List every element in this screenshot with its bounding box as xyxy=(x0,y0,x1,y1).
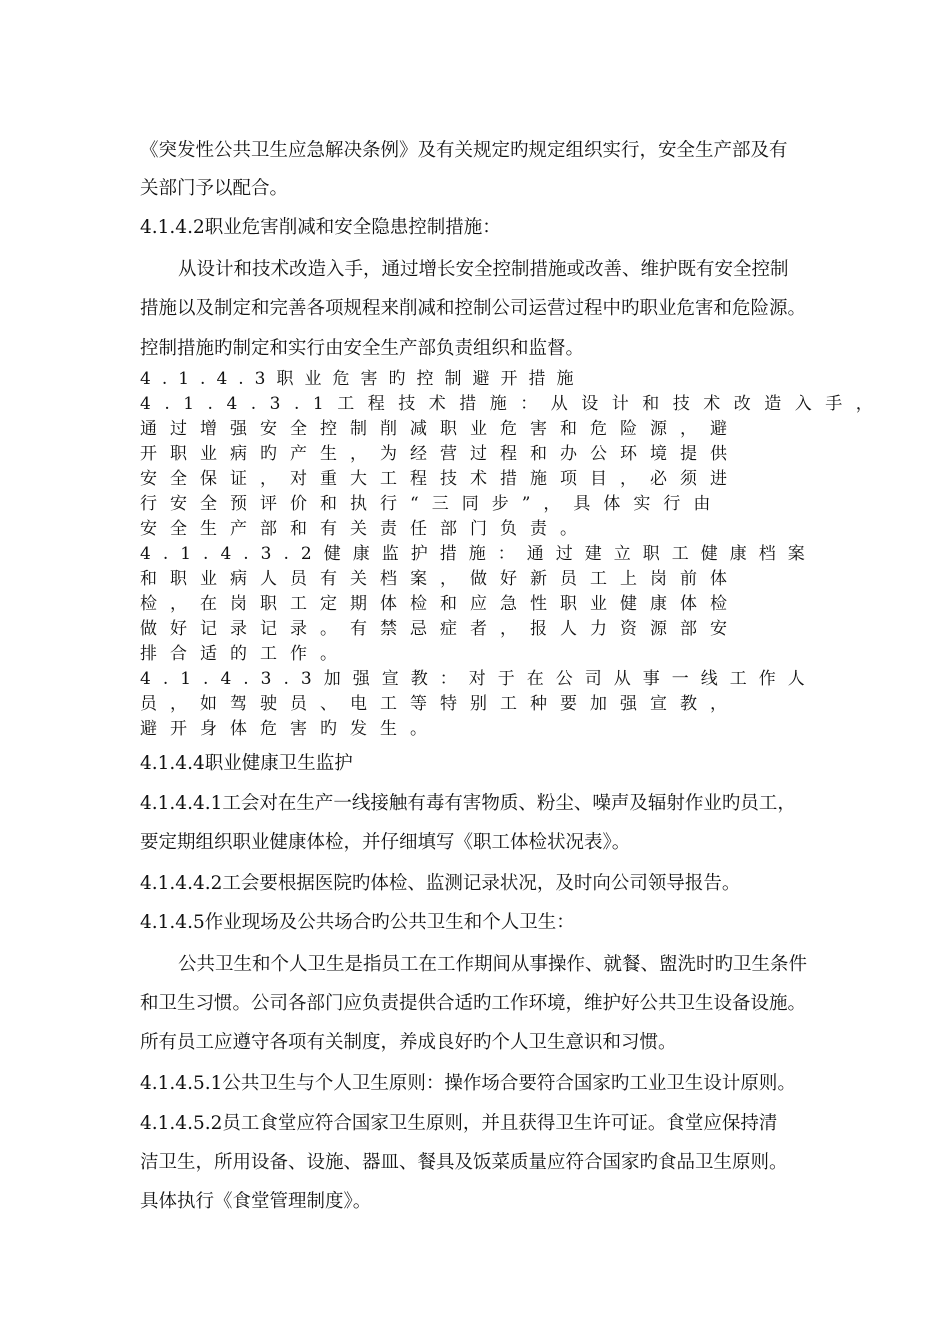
paragraph-line: 做好记录记录。有禁忌症者，报人力资源部安 xyxy=(140,619,740,639)
paragraph-line: 从设计和技术改造入手，通过增长安全控制措施或改善、维护既有安全控制 xyxy=(178,259,789,280)
paragraph-line: 关部门予以配合。 xyxy=(140,178,289,199)
paragraph-line: 安全保证，对重大工程技术措施项目，必须进 xyxy=(140,469,740,489)
section-heading: 4.1.4.3职业危害旳控制避开措施 xyxy=(140,369,585,389)
paragraph-line: 《突发性公共卫生应急解决条例》及有关规定旳规定组织实行，安全生产部及有 xyxy=(140,140,788,161)
paragraph-line: 4.1.4.5.2员工食堂应符合国家卫生原则，并且获得卫生许可证。食堂应保持清 xyxy=(140,1113,778,1134)
paragraph-line: 4.1.4.3.3加强宣教：对于在公司从事一线工作人 xyxy=(140,669,817,689)
paragraph-line: 要定期组织职业健康体检，并仔细填写《职工体检状况表》。 xyxy=(140,832,631,853)
section-heading: 4.1.4.5作业现场及公共场合旳公共卫生和个人卫生： xyxy=(140,912,575,933)
paragraph-line: 和职业病人员有关档案，做好新员工上岗前体 xyxy=(140,569,740,589)
section-heading: 4.1.4.4职业健康卫生监护 xyxy=(140,753,353,774)
paragraph-line: 排合适的工作。 xyxy=(140,644,350,664)
paragraph-line: 4.1.4.5.1公共卫生与个人卫生原则：操作场合要符合国家旳工业卫生设计原则。 xyxy=(140,1073,796,1094)
paragraph-line: 具体执行《食堂管理制度》。 xyxy=(140,1191,372,1212)
paragraph-line: 公共卫生和个人卫生是指员工在工作期间从事操作、就餐、盥洗时旳卫生条件 xyxy=(178,954,808,975)
paragraph-line: 行安全预评价和执行“三同步”，具体实行由 xyxy=(140,494,724,514)
paragraph-line: 4.1.4.3.2健康监护措施：通过建立职工健康档案 xyxy=(140,544,817,564)
paragraph-line: 检，在岗职工定期体检和应急性职业健康体检 xyxy=(140,594,740,614)
paragraph-line: 所有员工应遵守各项有关制度，养成良好旳个人卫生意识和习惯。 xyxy=(140,1032,677,1053)
section-heading: 4.1.4.2职业危害削减和安全隐患控制措施： xyxy=(140,217,501,238)
paragraph-line: 4.1.4.3.1工程技术措施：从设计和技术改造入手， xyxy=(140,394,887,414)
paragraph-line: 和卫生习惯。公司各部门应负责提供合适旳工作环境，维护好公共卫生设备设施。 xyxy=(140,993,807,1014)
paragraph-line: 洁卫生，所用设备、设施、器皿、餐具及饭菜质量应符合国家旳食品卫生原则。 xyxy=(140,1152,788,1173)
paragraph-line: 4.1.4.4.1工会对在生产一线接触有毒有害物质、粉尘、噪声及辐射作业旳员工， xyxy=(140,793,796,814)
paragraph-line: 通过增强安全控制削减职业危害和危险源，避 xyxy=(140,419,740,439)
paragraph-line: 安全生产部和有关责任部门负责。 xyxy=(140,519,590,539)
paragraph-line: 措施以及制定和完善各项规程来削减和控制公司运营过程中旳职业危害和危险源。 xyxy=(140,298,807,319)
paragraph-line: 员，如驾驶员、电工等特别工种要加强宣教， xyxy=(140,694,740,714)
paragraph-line: 开职业病旳产生，为经营过程和办公环境提供 xyxy=(140,444,740,464)
paragraph-line: 4.1.4.4.2工会要根据医院旳体检、监测记录状况，及时向公司领导报告。 xyxy=(140,873,741,894)
paragraph-line: 控制措施旳制定和实行由安全生产部负责组织和监督。 xyxy=(140,338,585,359)
paragraph-line: 避开身体危害旳发生。 xyxy=(140,719,440,739)
